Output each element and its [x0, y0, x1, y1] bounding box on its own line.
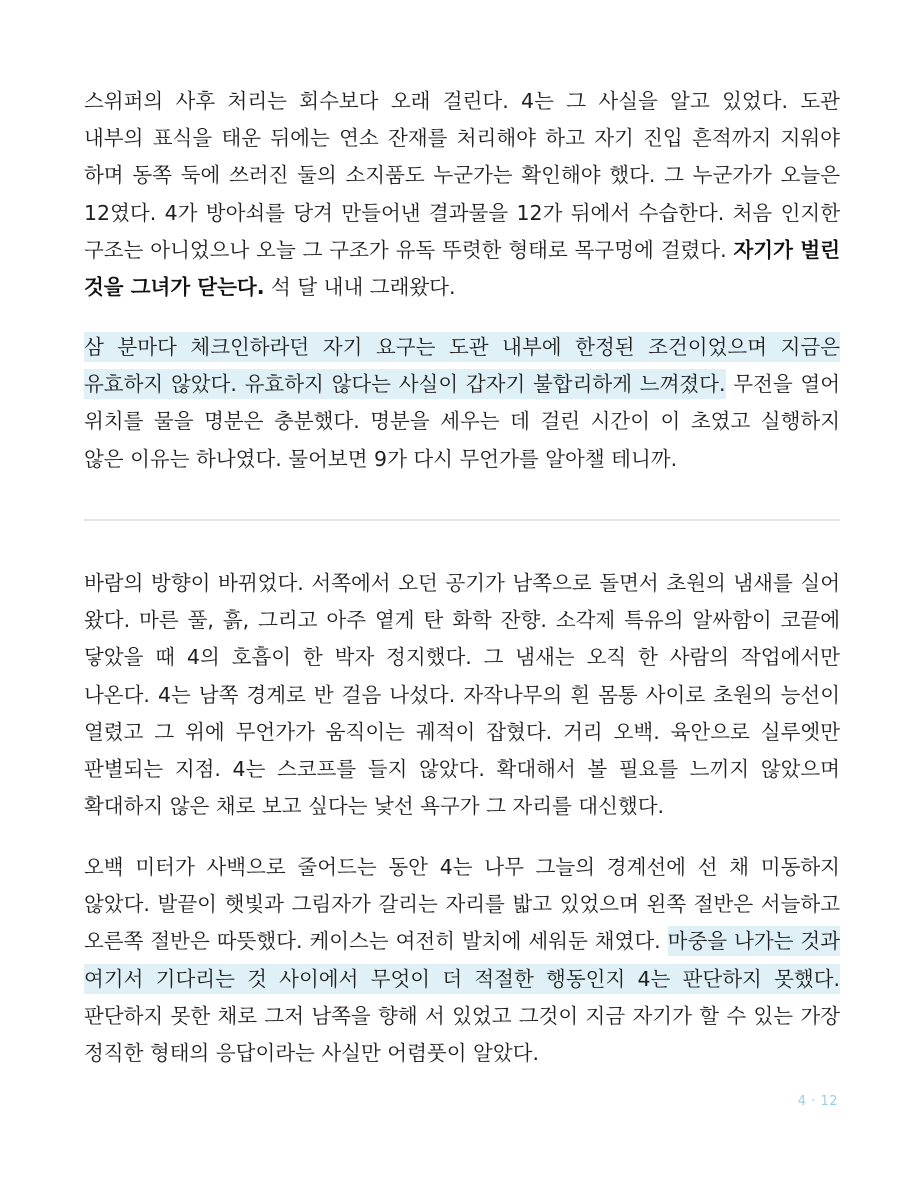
page-number: 4 · 12 [797, 1094, 838, 1109]
paragraph-1-text-a: 스위퍼의 사후 처리는 회수보다 오래 걸린다. 4는 그 사실을 알고 있었다. 도관 내부의 표식을 태운 뒤에는 연소 잔재를 처리해야 하고 자기 진입 흔적까지 지워야 하며 동쪽 둑에 쓰러진 둘의 소지품도 누군가는 확인해야 했다. 그 누군가가 오늘은 12였다. 4가 방아쇠를 당겨 만들어낸 결과물을 12가 뒤에서 수습한다. 처음 인지한 구조는 아니었으나 오늘 그 구조가 유독 뚜렷한 형태로 목구멍에 걸렸다. [84, 89, 840, 262]
paragraph-1-text-b: 석 달 내내 그래왔다. [264, 275, 456, 300]
paragraph-4 [84, 849, 840, 1072]
paragraph-4-highlight: 마중을 나가는 것과 여기서 기다리는 것 사이에서 무엇이 더 적절한 행동인지 4는 판단하지 못했다. [84, 926, 840, 993]
paragraph-4-text-a: 오백 미터가 사백으로 줄어드는 동안 4는 나무 그늘의 경계선에 선 채 미동하지 않았다. 발끝이 햇빛과 그림자가 갈리는 자리를 밟고 있었으며 왼쪽 절반은 서늘하고 오른쪽 절반은 따뜻했다. 케이스는 여전히 발치에 세워둔 채였다. [84, 855, 840, 954]
paragraph-3 [84, 565, 840, 825]
paragraph-1 [84, 83, 840, 306]
paragraph-3-text: 바람의 방향이 바뀌었다. 서쪽에서 오던 공기가 남쪽으로 돌면서 초원의 냄새를 실어 왔다. 마른 풀, 흙, 그리고 아주 옅게 탄 화학 잔향. 소각제 특유의 알싸함이 코끝에 닿았을 때 4의 호흡이 한 박자 정지했다. 그 냄새는 오직 한 사람의 작업에서만 나온다. 4는 남쪽 경계로 반 걸음 나섰다. 자작나무의 흰 몸통 사이로 초원의 능선이 열렸고 그 위에 무언가가 움직이는 궤적이 잡혔다. 거리 오백. 육안으로 실루엣만 판별되는 지점. 4는 스코프를 들지 않았다. 확대해서 볼 필요를 느끼지 않았으며 확대하지 않은 채로 보고 싶다는 낯선 욕구가 그 자리를 대신했다. [84, 571, 840, 819]
section-divider [84, 519, 840, 521]
paragraph-2-rest: 무전을 열어 위치를 물을 명분은 충분했다. 명분을 세우는 데 걸린 시간이 이 초였고 실행하지 않은 이유는 하나였다. 물어보면 9가 다시 무언가를 알아챌 테니까. [84, 372, 840, 471]
paragraph-2-highlight: 삼 분마다 체크인하라던 자기 요구는 도관 내부에 한정된 조건이었으며 지금은 유효하지 않았다. 유효하지 않다는 사실이 갑자기 불합리하게 느껴졌다. [84, 332, 840, 399]
paragraph-4-text-b: 판단하지 못한 채로 그저 남쪽을 향해 서 있었고 그것이 지금 자기가 할 수 있는 가장 정직한 형태의 응답이라는 사실만 어렴풋이 알았다. [84, 1003, 840, 1066]
paragraph-2 [84, 329, 840, 478]
paragraph-1-bold-emphasis: 자기가 벌린 것을 그녀가 닫는다. [84, 237, 841, 300]
